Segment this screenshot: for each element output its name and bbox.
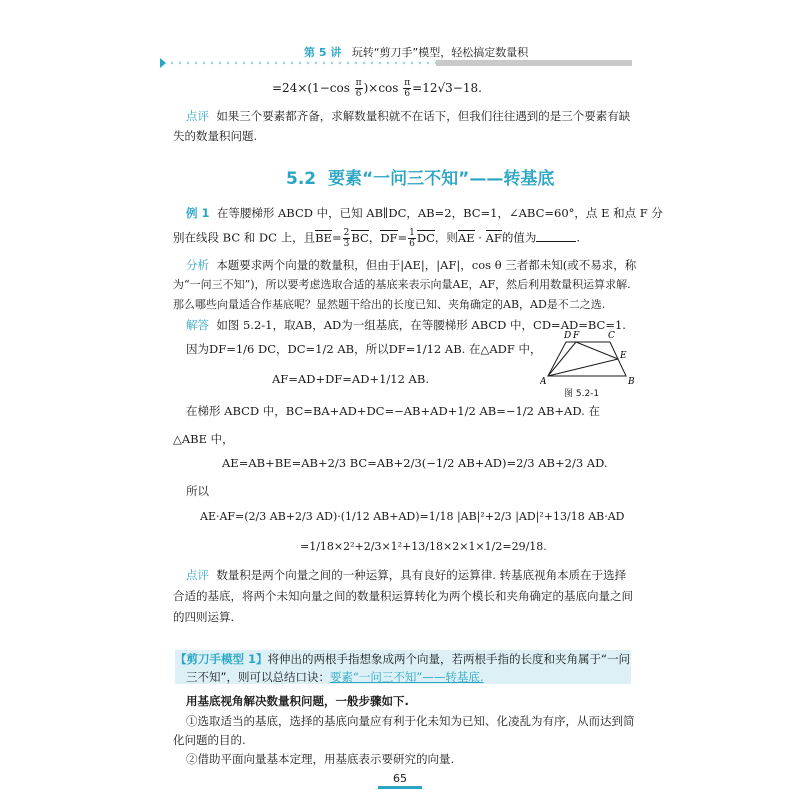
- solution-line2: 因为DF=1/6 DC，DC=1/2 AB，所以DF=1/12 AB. 在△ADF 中，: [186, 342, 542, 356]
- solution-line5: △ABE 中，: [173, 432, 234, 446]
- step2-line: ②借助平面向量基本定理，用基底表示要研究的向量.: [186, 752, 455, 766]
- answer-blank: [536, 231, 576, 242]
- running-header: [304, 44, 528, 60]
- example-label: 例 1: [186, 206, 210, 220]
- model-motto: 要素“一问三不知”——转基底.: [329, 670, 484, 684]
- example-line2: 别在线段 BC 和 DC 上，且BE= $\frac{2}{3}$ BC，DF= $\frac{1}{6}$ DC，则AE · AF的值为 .: [173, 228, 581, 249]
- solution-line7: 所以: [186, 484, 209, 498]
- model-line2: 三不知”，则可以总结口诀：要素“一问三不知”——转基底.: [186, 670, 484, 684]
- model-tag: 【剪刀手模型 1】: [175, 652, 268, 666]
- model-line1: 【剪刀手模型 1】将伸出的两根手指想象成两个向量，若两根手指的长度和夹角属于“一问: [175, 652, 630, 666]
- analysis-line1: 分析 本题要求两个向量的数量积，但由于|AE|，|AF|，cos θ 三者都未知(或不易求，称: [186, 258, 637, 272]
- comment1-line2: 失的数量积问题.: [173, 129, 258, 143]
- solution-line3: AF=AD+DF=AD+1/12 AB.: [272, 372, 429, 386]
- solution-line4: 在梯形 ABCD 中，BC=BA+AD+DC=−AB+AD+1/2 AB=−1/2 AB+AD. 在: [186, 404, 600, 418]
- label-a: A: [540, 377, 547, 387]
- label-c: C: [608, 331, 615, 341]
- page-number: 65: [393, 772, 407, 785]
- comment2-label: 点评: [186, 568, 209, 582]
- header-solid-rule: [436, 60, 632, 66]
- solution-line1: 解答 如图 5.2-1，取AB，AD为一组基底，在等腰梯形 ABCD 中，CD=AD=BC=1.: [186, 318, 626, 332]
- page-number-bar: [378, 786, 422, 789]
- figure-caption: 图 5.2-1: [564, 389, 600, 399]
- label-f: F: [573, 331, 580, 341]
- header-arrow-icon: [160, 58, 166, 68]
- step1-line1: ①选取适当的基底，选择的基底向量应有利于化未知为已知、化凌乱为有序，从而达到简: [186, 714, 635, 728]
- top-formula: =24×(1−cos $\frac{\pi}{6}$ )×cos $\frac{\pi}{6}$ =12√3−18.: [272, 78, 482, 99]
- section-title: 5.2 要素“一问三不知”——转基底: [286, 169, 555, 189]
- step1-line2: 化问题的目的.: [173, 733, 246, 747]
- header-lecture: 第 5 讲: [304, 46, 342, 59]
- solution-label: 解答: [186, 318, 209, 332]
- comment2-line2: 合适的基底，将两个未知向量之间的数量积运算转化为两个模长和夹角确定的基底向量之间: [173, 589, 633, 603]
- comment-label: 点评: [186, 109, 209, 123]
- header-title: 玩转“剪刀手”模型，轻松搞定数量积: [351, 46, 529, 59]
- label-d: D: [564, 331, 572, 341]
- analysis-line3: 那么哪些向量适合作基底呢？显然题干给出的长度已知、夹角确定的AB，AD是不二之选.: [173, 298, 606, 311]
- comment1-line1: 点评 如果三个要素都齐备，求解数量积就不在话下，但我们往往遇到的是三个要素有缺: [186, 109, 631, 123]
- trapezoid-figure: [540, 328, 640, 400]
- comment2-line1: 点评 数量积是两个向量之间的一种运算，具有良好的运算律. 转基底视角本质在于选择: [186, 568, 627, 582]
- solution-line6: AE=AB+BE=AB+2/3 BC=AB+2/3(−1/2 AB+AD)=2/3 AB+2/3 AD.: [222, 456, 608, 470]
- comment2-line3: 的四则运算.: [173, 610, 235, 624]
- analysis-line2: 为“一问三不知”)，所以要考虑选取合适的基底来表示向量AE，AF，然后利用数量积运算求解.: [173, 278, 631, 291]
- analysis-label: 分析: [186, 258, 209, 272]
- label-b: B: [628, 377, 635, 387]
- solution-line8: AE·AF=(2/3 AB+2/3 AD)·(1/12 AB+AD)=1/18 |AB|²+2/3 |AD|²+13/18 AB·AD: [200, 510, 625, 523]
- solution-line9: =1/18×2²+2/3×1²+13/18×2×1×1/2=29/18.: [300, 540, 547, 553]
- example-line1: 例 1 在等腰梯形 ABCD 中，已知 AB∥DC，AB=2，BC=1，∠ABC=60°，点 E 和点 F 分: [186, 206, 663, 220]
- steps-heading: 用基底视角解决数量积问题，一般步骤如下.: [186, 694, 409, 708]
- label-e: E: [620, 351, 627, 361]
